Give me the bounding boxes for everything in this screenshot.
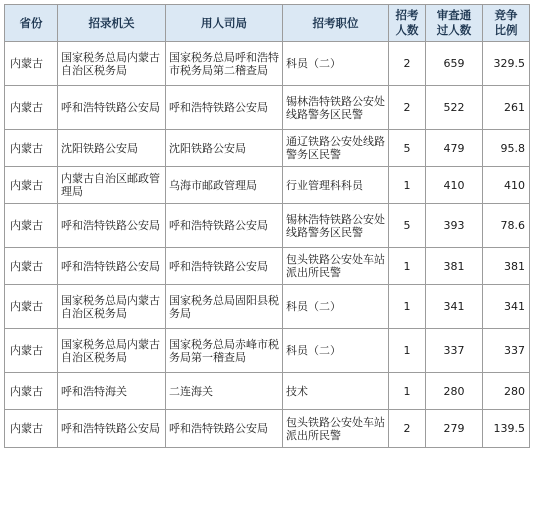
cell-competition-ratio: 139.5 <box>483 410 530 448</box>
cell-province: 内蒙古 <box>5 248 58 285</box>
cell-recruiting-agency: 呼和浩特铁路公安局 <box>58 410 166 448</box>
cell-position: 科员（二） <box>283 42 389 86</box>
cell-approved-count: 410 <box>426 167 483 204</box>
cell-recruiting-agency: 国家税务总局内蒙古自治区税务局 <box>58 329 166 373</box>
cell-province: 内蒙古 <box>5 329 58 373</box>
cell-openings: 1 <box>389 373 426 410</box>
cell-hiring-department: 呼和浩特铁路公安局 <box>166 248 283 285</box>
header-row <box>5 5 530 42</box>
cell-position: 科员（二） <box>283 329 389 373</box>
cell-position: 行业管理科科员 <box>283 167 389 204</box>
cell-openings: 1 <box>389 167 426 204</box>
cell-province: 内蒙古 <box>5 285 58 329</box>
cell-approved-count: 393 <box>426 204 483 248</box>
cell-position: 科员（二） <box>283 285 389 329</box>
cell-openings: 1 <box>389 285 426 329</box>
cell-province: 内蒙古 <box>5 86 58 130</box>
cell-competition-ratio: 329.5 <box>483 42 530 86</box>
header-province: 省份 <box>5 5 58 42</box>
cell-position: 锡林浩特铁路公安处线路警务区民警 <box>283 204 389 248</box>
cell-competition-ratio: 78.6 <box>483 204 530 248</box>
cell-approved-count: 659 <box>426 42 483 86</box>
cell-openings: 2 <box>389 42 426 86</box>
cell-competition-ratio: 337 <box>483 329 530 373</box>
cell-province: 内蒙古 <box>5 167 58 204</box>
cell-competition-ratio: 95.8 <box>483 130 530 167</box>
cell-hiring-department: 乌海市邮政管理局 <box>166 167 283 204</box>
cell-openings: 1 <box>389 248 426 285</box>
cell-hiring-department: 二连海关 <box>166 373 283 410</box>
header-position: 招考职位 <box>283 5 389 42</box>
table-row <box>5 204 530 248</box>
table-row <box>5 410 530 448</box>
cell-competition-ratio: 341 <box>483 285 530 329</box>
cell-recruiting-agency: 呼和浩特海关 <box>58 373 166 410</box>
header-openings: 招考 人数 <box>389 5 426 42</box>
cell-recruiting-agency: 国家税务总局内蒙古自治区税务局 <box>58 42 166 86</box>
cell-position: 包头铁路公安处车站派出所民警 <box>283 410 389 448</box>
cell-province: 内蒙古 <box>5 130 58 167</box>
cell-openings: 1 <box>389 329 426 373</box>
cell-position: 包头铁路公安处车站派出所民警 <box>283 248 389 285</box>
cell-openings: 5 <box>389 204 426 248</box>
cell-hiring-department: 呼和浩特铁路公安局 <box>166 410 283 448</box>
cell-hiring-department: 呼和浩特铁路公安局 <box>166 204 283 248</box>
cell-position: 通辽铁路公安处线路警务区民警 <box>283 130 389 167</box>
cell-approved-count: 337 <box>426 329 483 373</box>
cell-recruiting-agency: 呼和浩特铁路公安局 <box>58 248 166 285</box>
cell-hiring-department: 沈阳铁路公安局 <box>166 130 283 167</box>
cell-position: 技术 <box>283 373 389 410</box>
cell-province: 内蒙古 <box>5 204 58 248</box>
cell-openings: 5 <box>389 130 426 167</box>
cell-recruiting-agency: 内蒙古自治区邮政管理局 <box>58 167 166 204</box>
cell-recruiting-agency: 国家税务总局内蒙古自治区税务局 <box>58 285 166 329</box>
header-ratio: 竞争 比例 <box>483 5 530 42</box>
cell-hiring-department: 呼和浩特铁路公安局 <box>166 86 283 130</box>
table-row <box>5 329 530 373</box>
cell-approved-count: 341 <box>426 285 483 329</box>
cell-province: 内蒙古 <box>5 410 58 448</box>
cell-province: 内蒙古 <box>5 373 58 410</box>
table-row <box>5 167 530 204</box>
table-row <box>5 285 530 329</box>
cell-approved-count: 280 <box>426 373 483 410</box>
cell-approved-count: 522 <box>426 86 483 130</box>
cell-recruiting-agency: 沈阳铁路公安局 <box>58 130 166 167</box>
cell-competition-ratio: 410 <box>483 167 530 204</box>
table-row <box>5 86 530 130</box>
cell-province: 内蒙古 <box>5 42 58 86</box>
cell-openings: 2 <box>389 410 426 448</box>
cell-competition-ratio: 381 <box>483 248 530 285</box>
cell-competition-ratio: 261 <box>483 86 530 130</box>
header-approved: 审查通 过人数 <box>426 5 483 42</box>
cell-approved-count: 479 <box>426 130 483 167</box>
table-row <box>5 130 530 167</box>
table-body <box>5 42 530 448</box>
table-row <box>5 42 530 86</box>
cell-hiring-department: 国家税务总局赤峰市税务局第一稽查局 <box>166 329 283 373</box>
cell-approved-count: 279 <box>426 410 483 448</box>
recruitment-table <box>4 4 530 448</box>
cell-recruiting-agency: 呼和浩特铁路公安局 <box>58 204 166 248</box>
header-recruiting-agency: 招录机关 <box>58 5 166 42</box>
cell-hiring-department: 国家税务总局固阳县税务局 <box>166 285 283 329</box>
table-row <box>5 248 530 285</box>
cell-competition-ratio: 280 <box>483 373 530 410</box>
cell-recruiting-agency: 呼和浩特铁路公安局 <box>58 86 166 130</box>
cell-approved-count: 381 <box>426 248 483 285</box>
cell-position: 锡林浩特铁路公安处线路警务区民警 <box>283 86 389 130</box>
cell-hiring-department: 国家税务总局呼和浩特市税务局第二稽查局 <box>166 42 283 86</box>
cell-openings: 2 <box>389 86 426 130</box>
table-row <box>5 373 530 410</box>
header-hiring-department: 用人司局 <box>166 5 283 42</box>
